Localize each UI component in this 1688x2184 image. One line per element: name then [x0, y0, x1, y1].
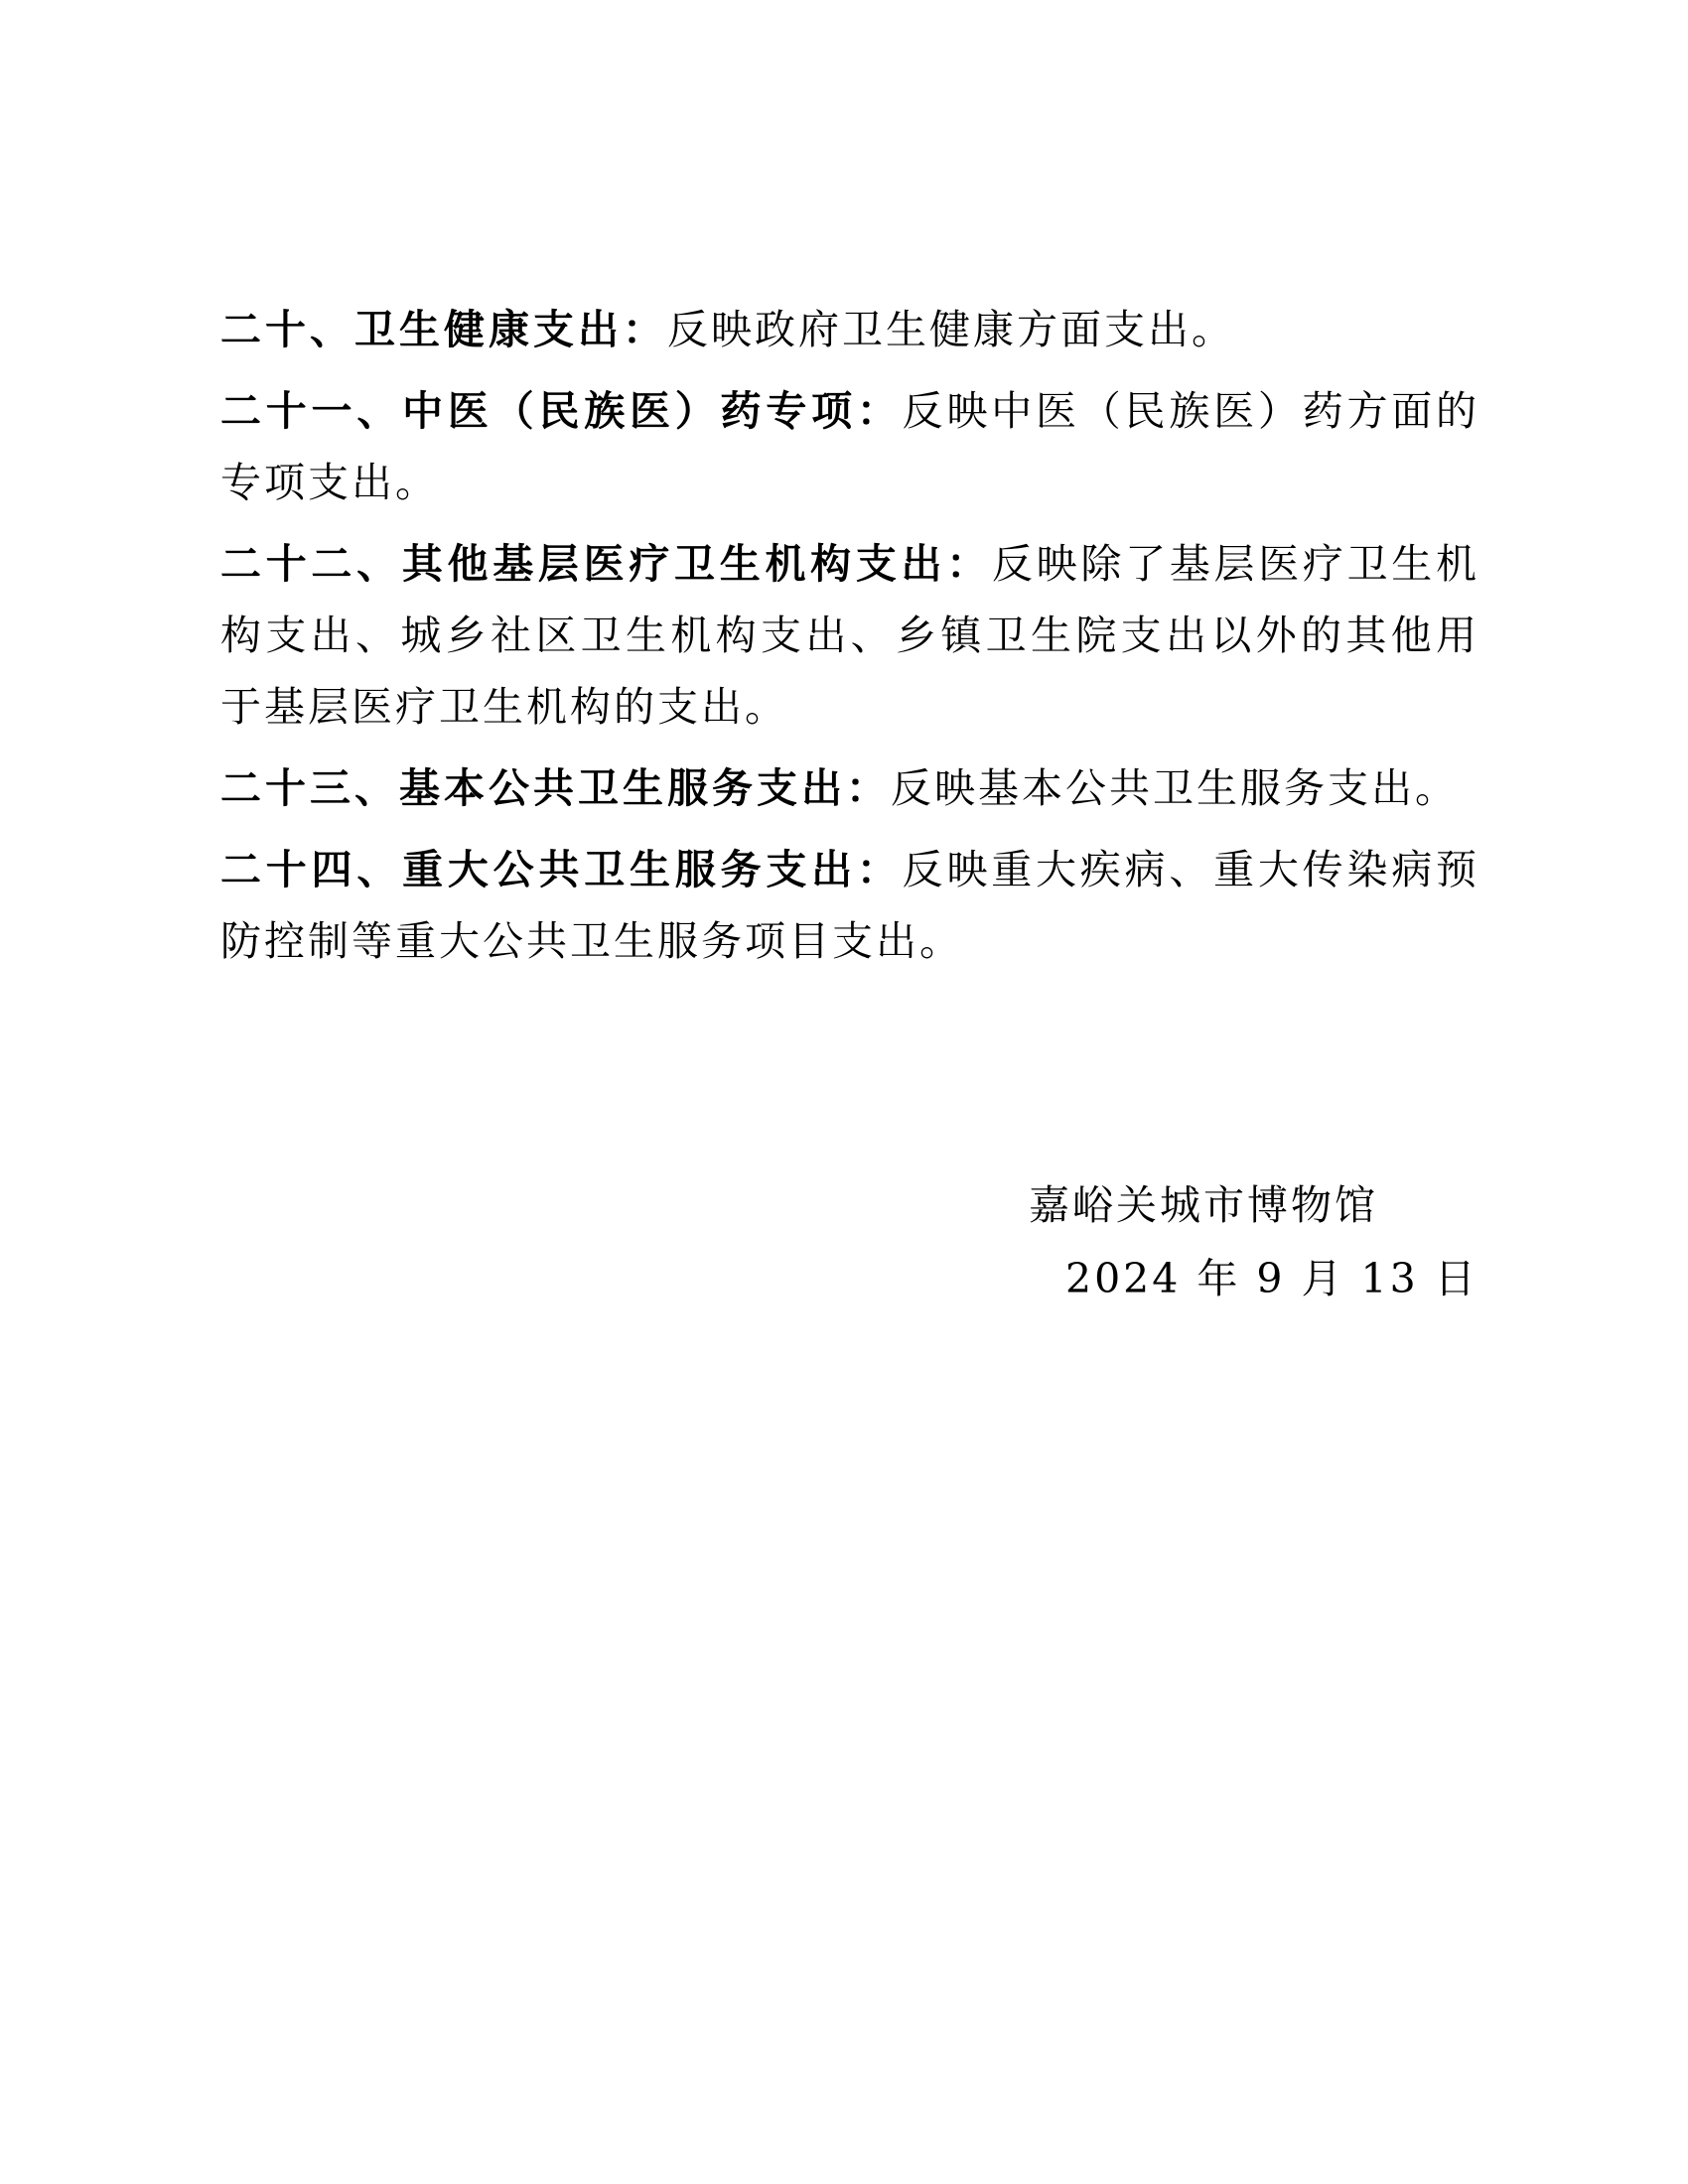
list-item — [220, 834, 1479, 977]
item-term: 二十四、重大公共卫生服务支出： — [220, 846, 903, 893]
item-description: 反映基本公共卫生服务支出。 — [891, 764, 1459, 812]
item-description: 反映重大疾病、重大传染病预防控制等重大公共卫生服务项目支出。 — [220, 846, 1480, 965]
item-term: 二十一、中医（民族医）药专项： — [220, 387, 903, 435]
list-item — [220, 375, 1479, 518]
list-item — [220, 752, 1479, 824]
item-description: 反映除了基层医疗卫生机构支出、城乡社区卫生机构支出、乡镇卫生院支出以外的其他用于基层医疗卫生机构的支出。 — [220, 540, 1480, 731]
item-description: 反映政府卫生健康方面支出。 — [667, 306, 1235, 353]
item-term: 二十、卫生健康支出： — [220, 306, 667, 353]
item-term: 二十三、基本公共卫生服务支出： — [220, 764, 891, 812]
list-item — [220, 294, 1479, 365]
signature-date: 2024 年 9 月 13 日 — [1065, 1255, 1478, 1302]
item-description: 反映中医（民族医）药方面的专项支出。 — [220, 387, 1480, 506]
document-body — [220, 294, 1479, 987]
signature-organization: 嘉峪关城市博物馆 — [1029, 1181, 1378, 1229]
item-term: 二十二、其他基层医疗卫生机构支出： — [220, 540, 992, 588]
signature-block — [1029, 1169, 1478, 1314]
list-item — [220, 528, 1479, 743]
